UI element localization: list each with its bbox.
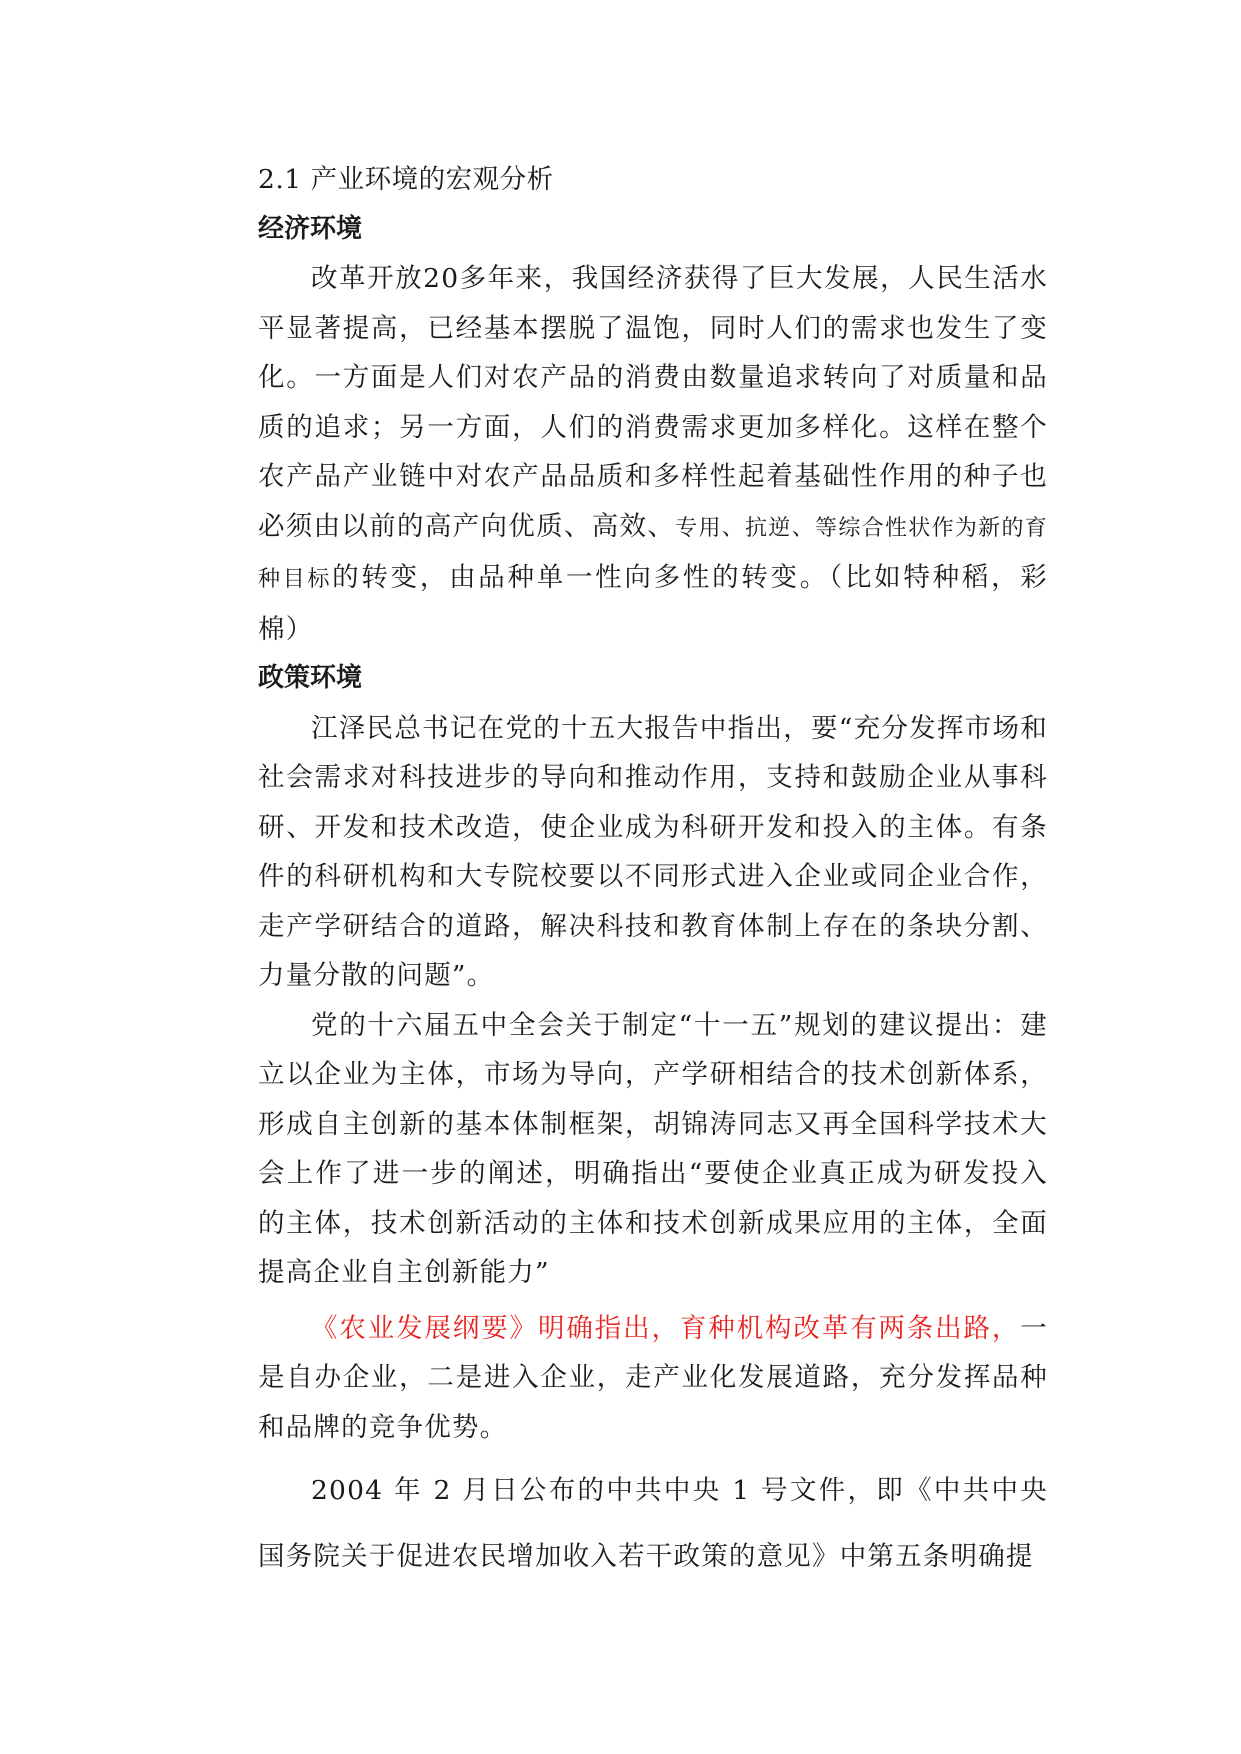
section-title: 2.1 产业环境的宏观分析 — [258, 164, 554, 195]
paragraph-economic-tail: 的转变，由品种单一性向多性的转变。（比如特种稻，彩棉） — [258, 562, 1048, 645]
paragraph-policy-1: 江泽民总书记在党的十五大报告中指出，要“充分发挥市场和社会需求对科技进步的导向和推动作用，支持和鼓励企业从事科研、开发和技术改造，使企业成为科研开发和投入的主体。有条件的科研机构和大专院校要以不同形式进入企业或同企业合作，走产学研结合的道路，解决科技和教育体制上存在的条块分割、力量分散的问题”。 — [258, 712, 1048, 991]
document-page — [258, 155, 1048, 1590]
heading-economic-environment: 经济环境 — [258, 213, 363, 244]
paragraph-policy-4: 2004 年 2 月日公布的中共中央 1 号文件，即《中共中央国务院关于促进农民增加收入若干政策的意见》中第五条明确提 — [258, 1475, 1048, 1572]
paragraph-economic-main: 改革开放20多年来，我国经济获得了巨大发展，人民生活水平显著提高，已经基本摆脱了温饱，同时人们的需求也发生了变化。一方面是人们对农产品的消费由数量追求转向了对质量和品质的追求；另一方面，人们的消费需求更加多样化。这样在整个农产品产业链中对农产品品质和多样性起着基础性作用的种子也必须由以前的高产向优质、高效、 — [258, 263, 1048, 542]
paragraph-economic — [258, 254, 1048, 654]
paragraph-policy-3-rest: 一是自办企业，二是进入企业，走产业化发展道路，充分发挥品种和品牌的竞争优势。 — [258, 1312, 1048, 1443]
paragraph-policy-2: 党的十六届五中全会关于制定“十一五”规划的建议提出：建立以企业为主体，市场为导向，产学研相结合的技术创新体系，形成自主创新的基本体制框架，胡锦涛同志又再全国科学技术大会上作了进一步的阐述，明确指出“要使企业真正成为研发投入的主体，技术创新活动的主体和技术创新成果应用的主体，全面提高企业自主创新能力” — [258, 1009, 1048, 1288]
paragraph-policy-3-highlight: 《农业发展纲要》明确指出，育种机构改革有两条出路， — [311, 1312, 1021, 1344]
paragraph-policy-3 — [258, 1304, 1048, 1453]
paragraph-economic-small: 专用、抗逆、等综合性状作为新的育种目标 — [258, 515, 1049, 592]
heading-policy-environment: 政策环境 — [258, 663, 363, 693]
